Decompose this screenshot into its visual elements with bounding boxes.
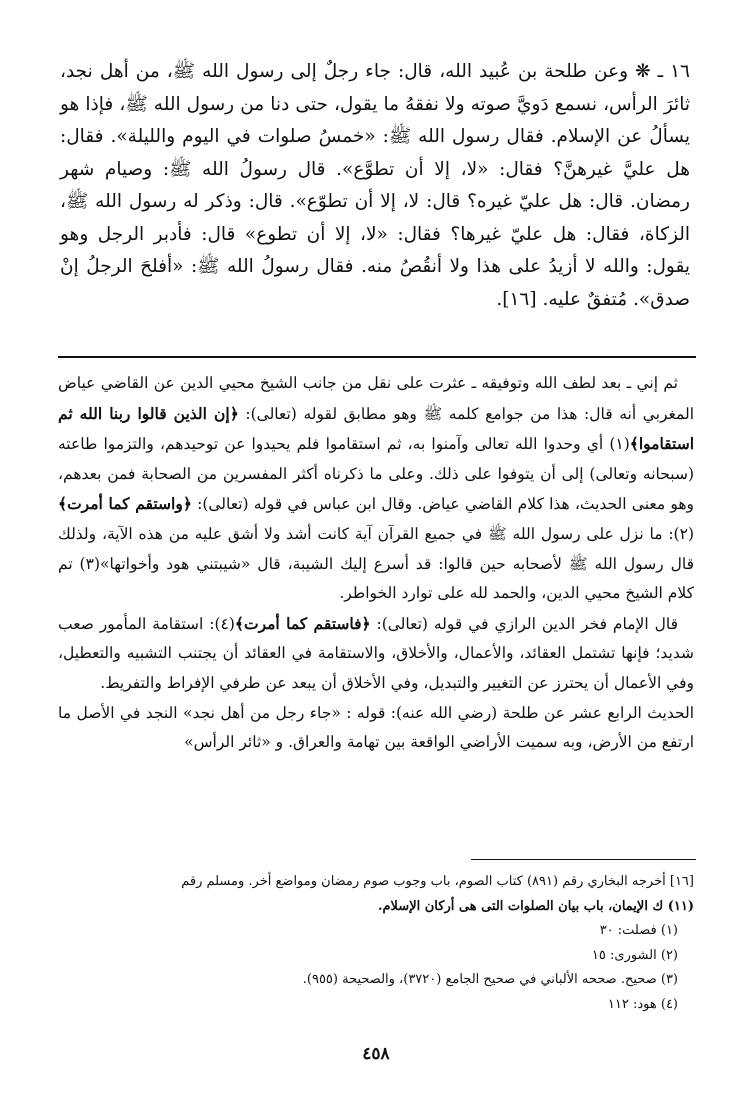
page-number: ٤٥٨ [362,1044,390,1064]
quran-verse-shura: ﴿واستقم كما أمرت﴾ [58,494,192,514]
footnote-4: (٤) هود: ١١٢ [607,996,678,1012]
quran-verse-hud: ﴿فاستقم كما أمرت﴾ [234,613,371,633]
commentary-text: (٢): ما نزل على رسول الله ﷺ في جميع القرآن آية كانت أشد ولا أشق عليه من هذه الآية، ولذلك قال رسول الله ﷺ لأصحابه حين قالوا: قد أسرع إليك الشيبة، قال «شيبتني هود وأخواتها»(٣) تم كلام الشيخ محيي الدين، والحمد لله على توارد الخواطر. [58,524,694,603]
footnote-2: (٢) الشورى: ١٥ [591,947,678,963]
footnote-3: (٣) صحيح. صححه الألباني في صحيح الجامع (٣٧٢٠)، والصحيحة (٩٥٥). [302,972,678,988]
section-divider [58,356,696,358]
footnote-11: (١١) ك الإيمان، باب بيان الصلوات التى هى أركان الإسلام. [377,898,694,914]
footnote-16: [١٦] أخرجه البخاري رقم (٨٩١) كتاب الصوم، باب وجوب صوم رمضان ومواضع أخر. ومسلم رقم [181,874,694,889]
quran-verse-fussilat: ﴿إن الذين قالوا ربنا الله ثم استقاموا﴾ [58,403,694,454]
commentary-paragraph-2 [58,609,694,699]
commentary-text: ثم إني ـ بعد لطف الله وتوفيقه ـ عثرت على نقل من جانب الشيخ محيي الدين عن القاضي عياض المغربي أنه قال: هذا من جوامع كلمه ﷺ وهو مطابق لقوله (تعالى): [58,374,694,423]
commentary-text: (١) أي وحدوا الله تعالى وآمنوا به، ثم استقاموا فلم يحيدوا عن توحيدهم، والتزموا طاعته (سبحانه وتعالى) إلى أن يتوفوا على ذلك. وعلى ما ذكرناه أكثر المفسرين من الصحابة فمن بعدهم، وهو معنى الحديث، هذا كلام القاضي عياض. وقال ابن عباس في قوله (تعالى): [58,435,694,514]
hadith-body: ١٦ ـ ❋ وعن طلحة بن عُبيد الله، قال: جاء رجلٌ إلى رسول الله ﷺ، من أهل نجد، ثائرَ الرأس، نسمع دَويَّ صوته ولا نفقهُ ما يقول، حتى دنا من رسول الله ﷺ، فإذا هو يسألُ عن الإسلام. فقال رسول الله ﷺ: «خمسُ صلوات في اليوم والليلة». فقال: هل عليَّ غيرهنَّ؟ فقال: «لا، إلا أن تطوَّع». قال رسولُ الله ﷺ: وصيام شهر رمضان. قال: هل عليّ غيره؟ قال: لا، إلا أن تطوّع». قال: وذكر له رسول الله ﷺ، الزكاة، فقال: هل عليّ غيرها؟ فقال: «لا، إلا أن تطوع» قال: فأدبر الرجل وهو يقول: والله لا أزيدُ على هذا ولا أنقُصُ منه. فقال رسولُ الله ﷺ: «أفلحَ الرجلُ إنْ صدق». مُتفقٌ عليه. [١٦]. [60,61,690,310]
footnotes [60,870,694,1018]
footnote-1: (١) فصلت: ٣٠ [599,923,678,939]
commentary-text: قال الإمام فخر الدين الرازي في قوله (تعالى): [370,614,678,633]
commentary-text: (٤): استقامة المأمور صعب شديد؛ فإنها تشتمل العقائد، والأعمال، والأخلاق، والاستقامة في العقائد أن يجتنب التشبيه والتعطيل، وفي الأعمال أن يحترز عن التغيير والتبديل، وفي الأخلاق أن يبعد عن طرفي الإفراط والتفريط. [58,614,694,692]
commentary-paragraph-1 [58,369,694,609]
commentary-paragraph-3: الحديث الرابع عشر عن طلحة (رضي الله عنه): قوله : «جاء رجل من أهل نجد» النجد في الأصل ما ارتفع من الأرض، وبه سميت الأراضي الواقعة بين تهامة والعراق. و «ثائر الرأس» [58,703,694,752]
commentary [58,369,694,758]
footnote-divider [471,859,696,860]
hadith-text [60,56,690,316]
